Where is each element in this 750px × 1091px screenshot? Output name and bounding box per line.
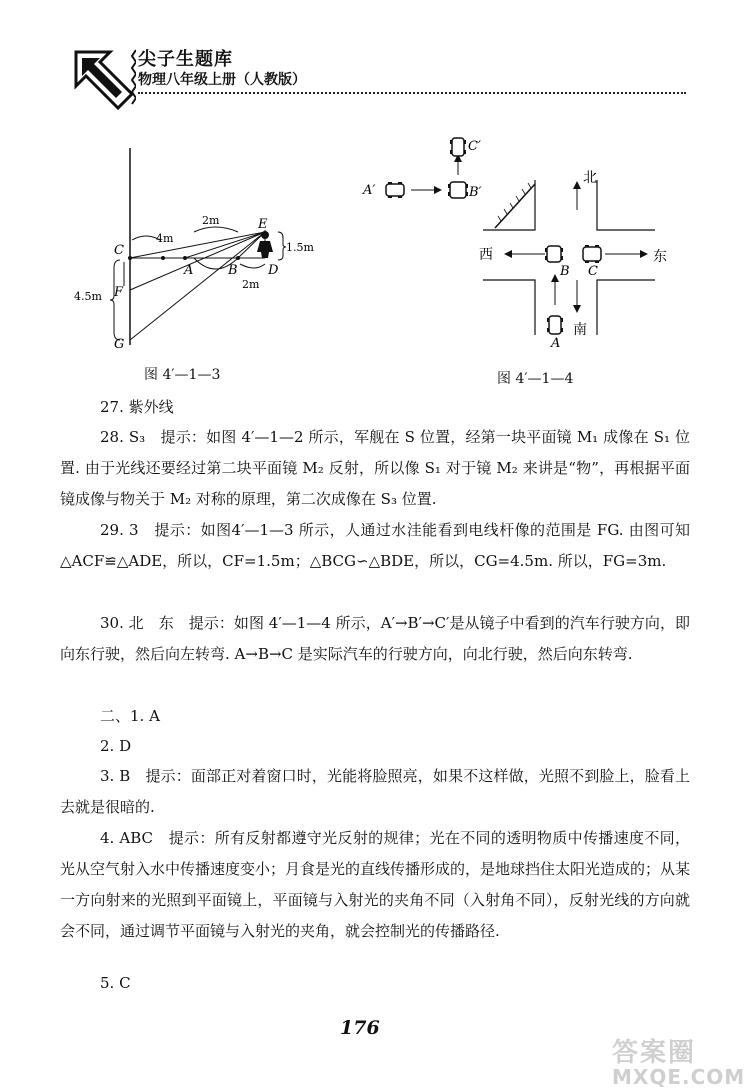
header-divider [138,92,686,94]
answer-2-1: 二、1. A [100,707,160,725]
label-1-5m: 1.5m [286,241,314,254]
label-B: B [560,264,570,279]
answer-2-3: 3. B 提示：面部正对着窗口时，光能将脸照亮，如果不这样做，光照不到脸上，脸看上去就是很暗的. [60,767,690,816]
figure-4-1-3 [60,140,320,360]
book-title: 尖子生题库 [138,49,233,70]
watermark-line1: 答案圈 [612,1038,697,1068]
answer-2-4: 4. ABC 提示：所有反射都遵守光反射的规律；光在不同的透明物质中传播速度不同，光从空气射入水中传播速度变小；月食是光的直线传播形成的，是地球挡住太阳光造成的；从某一方向射来的光照到平面镜上，平面镜与入射光的夹角不同（入射角不同），反射光线的方向就会不同，通过调节平面镜与入射光的夹角，就会控制光的传播路径. [60,829,691,940]
car-icon-B-prime [448,182,468,198]
car-icon-A-prime [386,182,404,198]
label-F: F [114,285,124,300]
label-north: 北 [583,170,597,186]
label-B-prime: B′ [469,185,482,200]
label-G: G [114,337,125,352]
car-icon-B [545,246,563,262]
label-4-5m: 4.5m [74,290,102,303]
label-D: D [268,263,279,278]
label-2m-top: 2m [202,214,220,227]
label-east: 东 [653,249,667,265]
book-subtitle: 物理八年级上册（人教版） [138,72,306,88]
car-icon-C-prime [450,138,466,156]
answer-2-5: 5. C [100,974,131,992]
watermark [612,1032,745,1089]
figure-4-1-4-caption: 图 4′—1—4 [497,371,574,387]
label-A: A [551,336,561,351]
car-icon-A [547,316,563,334]
label-B: B [228,263,238,278]
label-A-prime: A′ [363,183,376,198]
label-C: C [114,243,124,258]
page-header [60,40,690,110]
page-number: 176 [340,1017,380,1039]
label-south: 南 [573,322,587,338]
back-arrow-logo [70,46,136,112]
label-C-prime: C′ [468,139,481,154]
answer-27: 27. 紫外线 [100,398,174,416]
answer-28: 28. S₃ 提示：如图 4′—1—2 所示，军舰在 S 位置，经第一块平面镜 M₁ 成像在 S₁ 位置. 由于光线还要经过第二块平面镜 M₂ 反射，所以像 S₁ 对于镜 M₂ 来讲是“物”，再根据平面镜成像与物关于 M₂ 对称的原理，第二次成像在 S₃ 位置. [60,428,690,508]
label-C: C [588,264,598,279]
figure-4-1-4 [355,130,675,355]
label-A: A [184,263,194,278]
label-E: E [258,217,268,232]
watermark-line2: MXQE.COM [612,1065,746,1089]
answer-29: 29. 3 提示：如图4′—1—3 所示，人通过水洼能看到电线杆像的范围是 FG. 由图可知△ACF≌△ADE，所以，CF=1.5m；△BCG∽△BDE，所以，CG=4.5m. 所以，FG=3m. [60,521,690,570]
car-icon-C [583,245,601,263]
figure-4-1-3-caption: 图 4′—1—3 [144,367,221,383]
label-2m-bottom: 2m [242,278,260,291]
answer-2-2: 2. D [100,737,132,755]
answer-30: 30. 北 东 提示：如图 4′—1—4 所示，A′→B′→C′是从镜子中看到的汽车行驶方向，即向东行驶，然后向左转弯. A→B→C 是实际汽车的行驶方向，向北行驶，然后向东转弯. [60,614,690,663]
label-4m: 4m [156,232,174,245]
label-west: 西 [479,247,493,263]
